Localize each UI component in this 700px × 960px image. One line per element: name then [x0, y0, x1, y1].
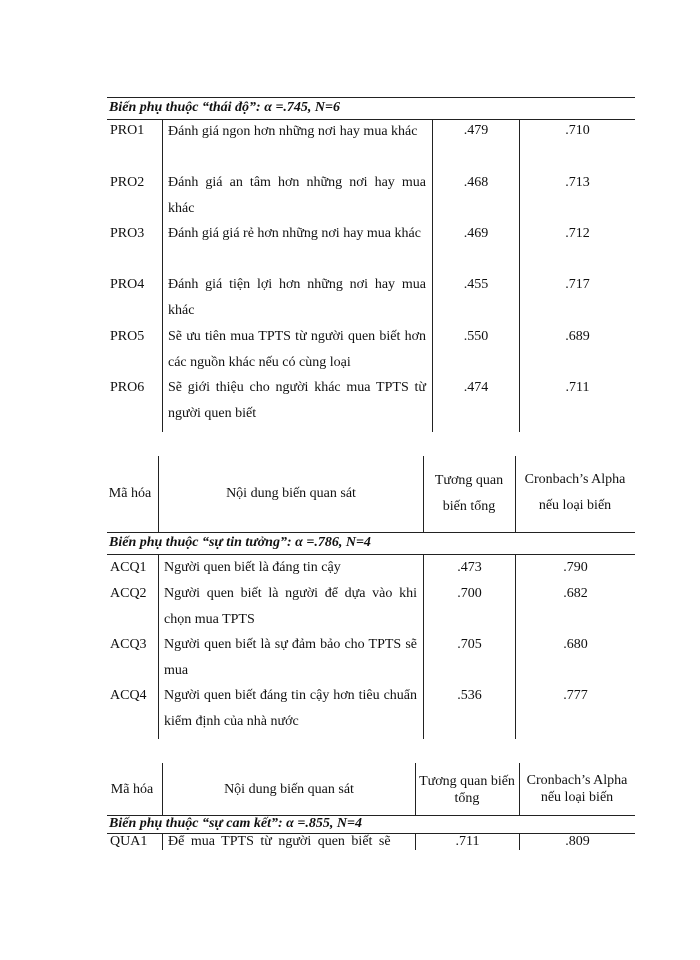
table1-col-divider-1 — [162, 120, 163, 432]
table-row-content: Người quen biết là người để dựa vào khi chọn mua TPTS — [164, 586, 417, 627]
table-row-content: Người quen biết đáng tin cậy hơn tiêu chuẩn kiểm định của nhà nước — [164, 688, 417, 729]
table2-header-code: Mã hóa — [108, 486, 152, 501]
table-row-alpha: .710 — [565, 123, 590, 138]
table2-col-divider-1 — [158, 555, 159, 739]
table-row-alpha: .777 — [563, 688, 588, 703]
table-row-code: PRO6 — [110, 380, 145, 395]
table-row-alpha: .711 — [565, 380, 590, 395]
table-row-alpha: .809 — [565, 834, 590, 849]
table-row-content: Đánh giá an tâm hơn những nơi hay mua khác — [168, 175, 426, 216]
table3-header-divider-2 — [415, 763, 416, 815]
table-row-correlation: .711 — [455, 834, 480, 849]
table-row-correlation: .468 — [463, 175, 489, 190]
table2-header-alpha: Cronbach’s Alpha nếu loại biến — [524, 472, 626, 513]
table-row-correlation: .700 — [457, 586, 482, 601]
table-row-correlation: .469 — [463, 226, 489, 241]
table-row-alpha: .713 — [565, 175, 590, 190]
table-row-content: Để mua TPTS từ người quen biết sẽ — [168, 834, 391, 849]
table1-section-title: Biến phụ thuộc “thái độ”: α =.745, N=6 — [109, 100, 341, 115]
table3-header-alpha: Cronbach’s Alpha nếu loại biến — [526, 773, 628, 805]
table-row-content: Sẽ ưu tiên mua TPTS từ người quen biết hơn các nguồn khác nếu có cùng loại — [168, 329, 426, 370]
table-row-correlation: .474 — [463, 380, 489, 395]
table3-header-code: Mã hóa — [110, 782, 154, 797]
table-row-alpha: .712 — [565, 226, 590, 241]
table-row-code: PRO1 — [110, 123, 145, 138]
table-row-content: Người quen biết là đáng tin cậy — [164, 560, 341, 575]
table-row-code: PRO4 — [110, 277, 145, 292]
table-row-code: ACQ3 — [110, 637, 147, 652]
table-row-content: Đánh giá ngon hơn những nơi hay mua khác — [168, 124, 418, 139]
table3-header-content: Nội dung biến quan sát — [224, 782, 354, 797]
table-row-code: ACQ4 — [110, 688, 147, 703]
table2-header-divider-3 — [515, 456, 516, 532]
table-row-alpha: .689 — [565, 329, 590, 344]
table-row-correlation: .705 — [457, 637, 482, 652]
table-row-alpha: .682 — [563, 586, 588, 601]
table-row-code: QUA1 — [110, 834, 148, 849]
table-row-code: PRO5 — [110, 329, 145, 344]
table2-section-title: Biến phụ thuộc “sự tin tưởng”: α =.786, N=4 — [109, 535, 371, 550]
table-row-content: Đánh giá tiện lợi hơn những nơi hay mua khác — [168, 277, 426, 318]
table-row-correlation: .473 — [457, 560, 482, 575]
table-row-alpha: .717 — [565, 277, 590, 292]
table2-header-divider-1 — [158, 456, 159, 532]
table-row-content: Người quen biết là sự đảm bảo cho TPTS sẽ mua — [164, 637, 417, 678]
table3-section-title: Biến phụ thuộc “sự cam kết”: α =.855, N=4 — [109, 816, 362, 831]
table2-header-content: Nội dung biến quan sát — [226, 486, 356, 501]
table-row-alpha: .680 — [563, 637, 588, 652]
table3-col-divider-1 — [162, 834, 163, 850]
table-row-code: ACQ2 — [110, 586, 147, 601]
table3-header-divider-3 — [519, 763, 520, 815]
table-row-content: Sẽ giới thiệu cho người khác mua TPTS từ người quen biết — [168, 380, 426, 421]
table-row-alpha: .790 — [563, 560, 588, 575]
table-row-content: Đánh giá giá rẻ hơn những nơi hay mua khác — [168, 226, 421, 241]
table-row-correlation: .479 — [463, 123, 489, 138]
table-row-correlation: .550 — [463, 329, 489, 344]
table2-header-correlation: Tương quan biến tổng — [434, 473, 504, 514]
table3-header-correlation: Tương quan biến tổng — [419, 774, 515, 806]
table-row-code: PRO2 — [110, 175, 145, 190]
table-row-correlation: .536 — [457, 688, 482, 703]
table-row-correlation: .455 — [463, 277, 489, 292]
table-row-code: PRO3 — [110, 226, 145, 241]
table2-header-divider-2 — [423, 456, 424, 532]
table-row-code: ACQ1 — [110, 560, 147, 575]
table3-header-divider-1 — [162, 763, 163, 815]
